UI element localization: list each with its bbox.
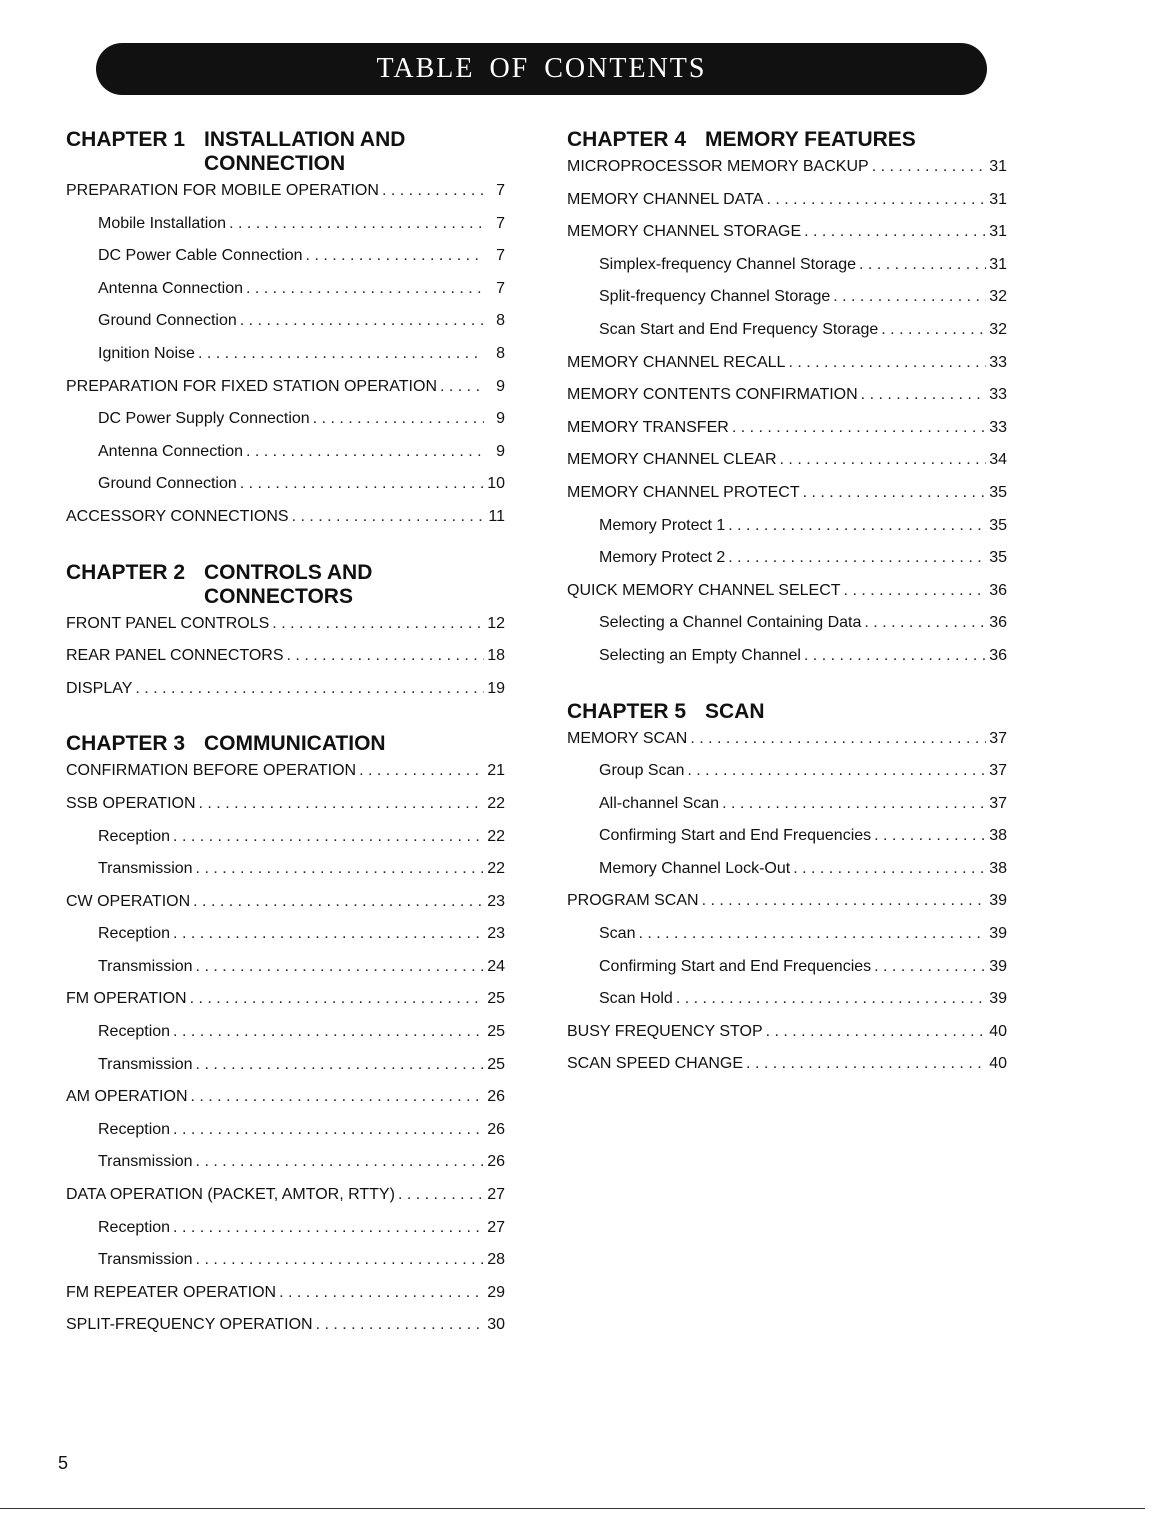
toc-subentry[interactable] [66,247,505,280]
entry-page-number: 12 [487,614,505,632]
entry-label: SCAN SPEED CHANGE [567,1055,744,1073]
toc-entry[interactable] [66,1284,505,1317]
toc-subentry[interactable] [66,925,505,958]
entry-page-number: 7 [496,279,505,297]
dot-leader [804,223,986,241]
dot-leader [173,1219,484,1237]
entry-label: FM OPERATION [66,990,187,1008]
entry-label: Split-frequency Channel Storage [599,288,831,306]
chapter-number: CHAPTER 4 [567,128,687,151]
chapter-title: SCAN [705,699,765,723]
entry-page-number: 37 [989,729,1007,747]
entry-label: Selecting a Channel Containing Data [599,614,862,632]
dot-leader [229,215,484,233]
dot-leader [746,1055,986,1073]
dot-leader [874,827,986,845]
entry-label: Reception [98,1023,171,1041]
toc-subentry[interactable] [567,762,1007,795]
dot-leader [732,419,986,437]
entry-page-number: 25 [487,1023,505,1041]
entry-label: Reception [98,1218,171,1236]
toc-entry[interactable] [66,1316,505,1349]
chapter-number: CHAPTER 3 [66,732,186,756]
chapter-title: COMMUNICATION [204,732,386,756]
entry-label: PROGRAM SCAN [567,892,699,910]
toc-subentry[interactable] [567,795,1007,828]
entry-label: Group Scan [599,762,685,780]
entry-page-number: 36 [989,581,1007,599]
dot-leader [199,795,484,813]
entry-page-number: 22 [487,827,505,845]
toc-banner [96,43,987,95]
chapter-heading [567,128,1007,152]
chapter-title: INSTALLATION AND CONNECTION [204,128,406,175]
page-title: TABLE OF CONTENTS [376,53,707,84]
entry-page-number: 10 [487,475,505,493]
dot-leader [173,1023,484,1041]
entry-label: Confirming Start and End Frequencies [599,827,872,845]
toc-subentry[interactable] [66,475,505,508]
toc-entry[interactable] [567,354,1007,387]
entry-label: Transmission [98,860,193,878]
entry-page-number: 25 [487,990,505,1008]
entry-page-number: 30 [487,1316,505,1334]
entry-label: MEMORY TRANSFER [567,418,729,436]
entry-page-number: 35 [989,549,1007,567]
toc-entry[interactable] [66,615,505,648]
entry-page-number: 37 [989,794,1007,812]
dot-leader [766,1023,986,1041]
toc-entry[interactable] [567,892,1007,925]
dot-leader [728,517,986,535]
entry-page-number: 34 [989,451,1007,469]
toc-subentry[interactable] [567,288,1007,321]
toc-column-right [567,128,1007,1088]
entry-page-number: 7 [496,182,505,199]
toc-subentry[interactable] [567,256,1007,289]
chapter-title: CONTROLS AND CONNECTORS [204,560,373,608]
dot-leader [793,860,986,878]
toc-subentry[interactable] [66,958,505,991]
entry-page-number: 40 [989,1055,1007,1073]
toc-entry[interactable] [66,795,505,828]
dot-leader [196,1056,484,1074]
dot-leader [881,321,986,339]
dot-leader [272,615,484,633]
toc-entry[interactable] [567,158,1007,191]
entry-page-number: 28 [487,1251,505,1269]
toc-entry[interactable] [66,1088,505,1121]
entry-label: Antenna Connection [98,279,243,297]
dot-leader [788,354,986,372]
entry-page-number: 35 [989,483,1007,501]
dot-leader [728,549,986,567]
dot-leader [135,680,484,698]
entry-label: Memory Protect 2 [599,549,726,567]
toc-subentry[interactable] [66,1056,505,1089]
dot-leader [173,925,484,943]
entry-page-number: 21 [487,762,505,780]
entry-label: FRONT PANEL CONTROLS [66,614,270,632]
entry-label: Transmission [98,1153,193,1171]
chapter-heading [66,128,505,176]
toc-subentry[interactable] [66,312,505,345]
dot-leader [440,378,484,396]
entry-page-number: 31 [989,158,1007,175]
entry-label: MEMORY CHANNEL DATA [567,190,764,208]
toc-subentry[interactable] [66,410,505,443]
entry-label: CW OPERATION [66,892,191,910]
toc-subentry[interactable] [66,860,505,893]
entry-label: Reception [98,827,171,845]
entry-page-number: 39 [989,925,1007,943]
dot-leader [279,1284,484,1302]
toc-subentry[interactable] [66,1153,505,1186]
entry-page-number: 23 [487,892,505,910]
dot-leader [316,1316,484,1334]
entry-page-number: 9 [496,410,505,428]
entry-label: CONFIRMATION BEFORE OPERATION [66,762,357,780]
entry-page-number: 36 [989,646,1007,664]
dot-leader [687,762,986,780]
entry-label: PREPARATION FOR MOBILE OPERATION [66,182,379,199]
toc-subentry[interactable] [66,345,505,378]
dot-leader [240,475,484,493]
entry-page-number: 18 [487,647,505,665]
dot-leader [198,345,484,363]
entry-label: Ground Connection [98,312,237,330]
toc-entry[interactable] [567,451,1007,484]
toc-subentry[interactable] [567,647,1007,680]
dot-leader [292,508,484,526]
entry-label: SPLIT-FREQUENCY OPERATION [66,1316,313,1334]
chapter-number: CHAPTER 5 [567,699,687,723]
entry-page-number: 9 [496,442,505,460]
toc-subentry[interactable] [66,443,505,476]
dot-leader [859,256,986,274]
toc-entry[interactable] [567,223,1007,256]
entry-label: ACCESSORY CONNECTIONS [66,507,289,525]
toc-entry[interactable] [66,762,505,795]
dot-leader [803,484,986,502]
dot-leader [833,288,986,306]
chapter-title: MEMORY FEATURES [705,128,916,151]
entry-page-number: 36 [989,614,1007,632]
entry-label: Simplex-frequency Channel Storage [599,255,857,273]
dot-leader [196,958,484,976]
entry-page-number: 31 [989,255,1007,273]
entry-page-number: 31 [989,190,1007,208]
toc-entry[interactable] [567,582,1007,615]
dot-leader [722,795,986,813]
entry-label: DISPLAY [66,679,133,697]
toc-entry[interactable] [567,1023,1007,1056]
entry-label: BUSY FREQUENCY STOP [567,1022,763,1040]
toc-subentry[interactable] [567,860,1007,893]
dot-leader [638,925,986,943]
toc-entry[interactable] [567,484,1007,517]
entry-page-number: 39 [989,892,1007,910]
entry-page-number: 25 [487,1055,505,1073]
toc-entry[interactable] [66,508,505,541]
chapter-heading [66,732,505,756]
chapter-number: CHAPTER 1 [66,128,186,151]
dot-leader [359,762,484,780]
entry-label: Selecting an Empty Channel [599,646,801,664]
entry-label: MEMORY CHANNEL CLEAR [567,451,777,469]
entry-label: DC Power Cable Connection [98,247,303,265]
dot-leader [173,1121,484,1139]
dot-leader [676,990,986,1008]
entry-label: Transmission [98,1055,193,1073]
entry-page-number: 24 [487,957,505,975]
entry-page-number: 31 [989,223,1007,241]
entry-label: Ground Connection [98,475,237,493]
dot-leader [190,990,484,1008]
toc-entry[interactable] [66,1186,505,1219]
dot-leader [690,730,986,748]
entry-page-number: 11 [488,507,505,525]
footer-rule [0,1508,1145,1509]
entry-page-number: 7 [496,247,505,265]
entry-page-number: 29 [487,1283,505,1301]
entry-page-number: 26 [487,1120,505,1138]
dot-leader [196,1251,484,1269]
entry-label: QUICK MEMORY CHANNEL SELECT [567,581,841,599]
chapter-heading [66,561,505,609]
entry-page-number: 40 [989,1022,1007,1040]
entry-label: MEMORY CONTENTS CONFIRMATION [567,386,858,404]
dot-leader [173,828,484,846]
toc-subentry[interactable] [567,925,1007,958]
dot-leader [874,958,986,976]
toc-entry[interactable] [66,893,505,926]
toc-entry[interactable] [567,730,1007,763]
entry-page-number: 35 [989,516,1007,534]
toc-subentry[interactable] [567,549,1007,582]
entry-page-number: 37 [989,762,1007,780]
dot-leader [240,312,484,330]
toc-subentry[interactable] [567,321,1007,354]
entry-label: AM OPERATION [66,1088,188,1106]
dot-leader [246,280,484,298]
entry-label: MEMORY CHANNEL STORAGE [567,223,802,241]
dot-leader [780,451,986,469]
entry-page-number: 26 [487,1088,505,1106]
toc-entry[interactable] [567,1055,1007,1088]
toc-entry[interactable] [567,419,1007,452]
toc-subentry[interactable] [567,990,1007,1023]
entry-label: Ignition Noise [98,344,195,362]
dot-leader [306,247,484,265]
toc-subentry[interactable] [66,1023,505,1056]
dot-leader [191,1088,485,1106]
toc-subentry[interactable] [567,827,1007,860]
entry-label: Memory Protect 1 [599,516,726,534]
dot-leader [196,860,484,878]
entry-page-number: 23 [487,925,505,943]
dot-leader [196,1153,484,1171]
entry-page-number: 39 [989,990,1007,1008]
entry-label: Scan Hold [599,990,673,1008]
entry-label: PREPARATION FOR FIXED STATION OPERATION [66,377,437,395]
dot-leader [246,443,484,461]
entry-label: Scan [599,925,636,943]
dot-leader [864,614,986,632]
dot-leader [872,158,986,176]
entry-label: Reception [98,925,171,943]
entry-label: Mobile Installation [98,214,227,232]
entry-label: All-channel Scan [599,794,720,812]
chapter-number: CHAPTER 2 [66,560,186,584]
entry-page-number: 38 [989,827,1007,845]
dot-leader [804,647,986,665]
entry-label: MEMORY CHANNEL RECALL [567,353,786,371]
entry-label: Scan Start and End Frequency Storage [599,320,879,338]
dot-leader [287,647,484,665]
entry-label: DC Power Supply Connection [98,410,310,428]
toc-entry[interactable] [66,990,505,1023]
entry-page-number: 39 [989,957,1007,975]
toc-subentry[interactable] [66,280,505,313]
entry-label: Memory Channel Lock-Out [599,859,791,877]
entry-page-number: 19 [487,679,505,697]
entry-label: SSB OPERATION [66,794,196,812]
entry-page-number: 8 [496,344,505,362]
entry-page-number: 8 [496,312,505,330]
toc-subentry[interactable] [567,958,1007,991]
entry-label: Antenna Connection [98,442,243,460]
toc-entry[interactable] [567,386,1007,419]
toc-entry[interactable] [66,378,505,411]
entry-page-number: 33 [989,386,1007,404]
dot-leader [193,893,484,911]
entry-page-number: 7 [496,214,505,232]
entry-page-number: 33 [989,418,1007,436]
dot-leader [844,582,986,600]
entry-page-number: 38 [989,859,1007,877]
entry-label: REAR PANEL CONNECTORS [66,647,284,665]
toc-entry[interactable] [66,182,505,215]
toc-entry[interactable] [66,680,505,713]
toc-subentry[interactable] [66,1121,505,1154]
entry-label: MICROPROCESSOR MEMORY BACKUP [567,158,869,175]
chapter-heading [567,700,1007,724]
entry-page-number: 22 [487,860,505,878]
dot-leader [702,892,986,910]
toc-entry[interactable] [66,647,505,680]
dot-leader [313,410,484,428]
toc-subentry[interactable] [66,1251,505,1284]
entry-label: Confirming Start and End Frequencies [599,957,872,975]
dot-leader [861,386,986,404]
toc-subentry[interactable] [567,517,1007,550]
toc-entry[interactable] [567,191,1007,224]
toc-subentry[interactable] [567,614,1007,647]
entry-page-number: 27 [487,1186,505,1204]
page-number: 5 [58,1453,69,1473]
entry-page-number: 9 [496,377,505,395]
entry-label: Reception [98,1120,171,1138]
entry-page-number: 26 [487,1153,505,1171]
entry-page-number: 22 [487,794,505,812]
entry-label: MEMORY CHANNEL PROTECT [567,483,800,501]
entry-label: FM REPEATER OPERATION [66,1283,277,1301]
toc-subentry[interactable] [66,215,505,248]
toc-subentry[interactable] [66,1219,505,1252]
entry-label: Transmission [98,1251,193,1269]
entry-label: MEMORY SCAN [567,729,688,747]
entry-label: Transmission [98,957,193,975]
dot-leader [382,182,484,200]
entry-page-number: 32 [989,288,1007,306]
toc-subentry[interactable] [66,828,505,861]
dot-leader [398,1186,484,1204]
entry-page-number: 27 [487,1218,505,1236]
entry-page-number: 33 [989,353,1007,371]
dot-leader [766,191,986,209]
entry-page-number: 32 [989,320,1007,338]
toc-column-left [66,128,505,1349]
entry-label: DATA OPERATION (PACKET, AMTOR, RTTY) [66,1186,395,1204]
